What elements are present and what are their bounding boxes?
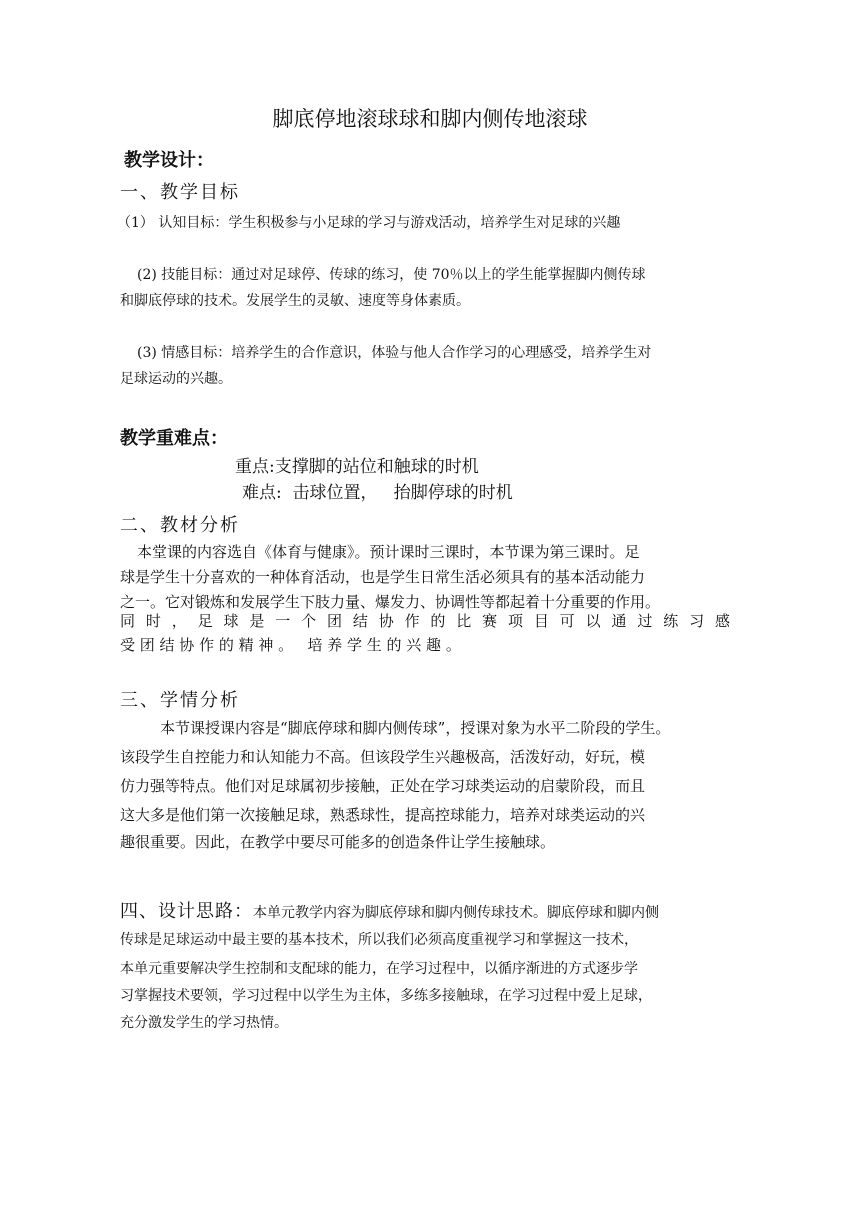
key-point: 重点:支撑脚的站位和触球的时机 (235, 457, 479, 477)
document-title: 脚底停地滚球球和脚内侧传地滚球 (272, 107, 588, 131)
paragraph-line: 传球是足球运动中最主要的基本技术，所以我们必须高度重视学习和掌握这一技术， (120, 932, 638, 948)
goal-cognitive: （1） 认知目标：学生积极参与小足球的学习与游戏活动，培养学生对足球的兴趣 (117, 215, 621, 231)
goal-emotion-line-1: (3) 情感目标：培养学生的合作意识，体验与他人合作学习的心理感受，培养学生对 (137, 345, 652, 361)
paragraph-line: 同 时 ， 足 球 是 一 个 团 结 协 作 的 比 赛 项 目 可 以 通 过 练 习 感 (120, 612, 730, 630)
design-heading: 教学设计： (124, 150, 214, 171)
section-1-heading: 一、教学目标 (120, 182, 240, 203)
paragraph-line: 本单元教学内容为脚底停球和脚内侧传球技术。脚底停球和脚内侧 (253, 905, 659, 921)
paragraph-line: 本堂课的内容选自《体育与健康》。预计课时三课时，本节课为第三课时。足 (137, 543, 640, 561)
keypoints-heading: 教学重难点： (120, 428, 228, 449)
goal-emotion-line-2: 足球运动的兴趣。 (120, 371, 232, 387)
section-3-heading: 三、学情分析 (120, 690, 240, 711)
section-2-heading: 二、教材分析 (120, 515, 240, 536)
paragraph-line: 这大多是他们第一次接触足球，熟悉球性，提高控球能力，培养对球类运动的兴 (120, 806, 646, 824)
paragraph-line: 趣很重要。因此，在教学中要尽可能多的创造条件让学生接触球。 (120, 833, 556, 851)
goal-skill-line-2: 和脚底停球的技术。发展学生的灵敏、速度等身体素质。 (120, 293, 470, 309)
section-4-first-line (120, 897, 659, 923)
goal-skill-line-1: (2) 技能目标：通过对足球停、传球的练习，使 70％以上的学生能掌握脚内侧传球 (137, 267, 646, 283)
paragraph-line: 仿力强等特点。他们对足球属初步接触，正处在学习球类运动的启蒙阶段，而且 (120, 777, 646, 795)
paragraph-line: 受 团 结 协 作 的 精 神 。 培 养 学 生 的 兴 趣 。 (120, 636, 461, 654)
paragraph-line: 本单元重要解决学生控制和支配球的能力，在学习过程中，以循序渐进的方式逐步学 (120, 961, 638, 977)
paragraph-line: 球是学生十分喜欢的一种体育活动，也是学生日常生活必须具有的基本活动能力 (120, 568, 646, 586)
paragraph-line: 本节课授课内容是“脚底停球和脚内侧传球”，授课对象为水平二阶段的学生。 (160, 719, 671, 737)
paragraph-line: 充分激发学生的学习热情。 (120, 1015, 288, 1031)
paragraph-line: 该段学生自控能力和认知能力不高。但该段学生兴趣极高，活泼好动，好玩，模 (120, 748, 646, 766)
paragraph-line: 之一。它对锻炼和发展学生下肢力量、爆发力、协调性等都起着十分重要的作用。 (120, 593, 661, 611)
section-4-heading: 四、设计思路： (120, 901, 253, 922)
paragraph-line: 习掌握技术要领，学习过程中以学生为主体，多练多接触球，在学习过程中爱上足球， (120, 988, 652, 1004)
difficult-point: 难点: 击球位置， 抬脚停球的时机 (242, 483, 513, 503)
